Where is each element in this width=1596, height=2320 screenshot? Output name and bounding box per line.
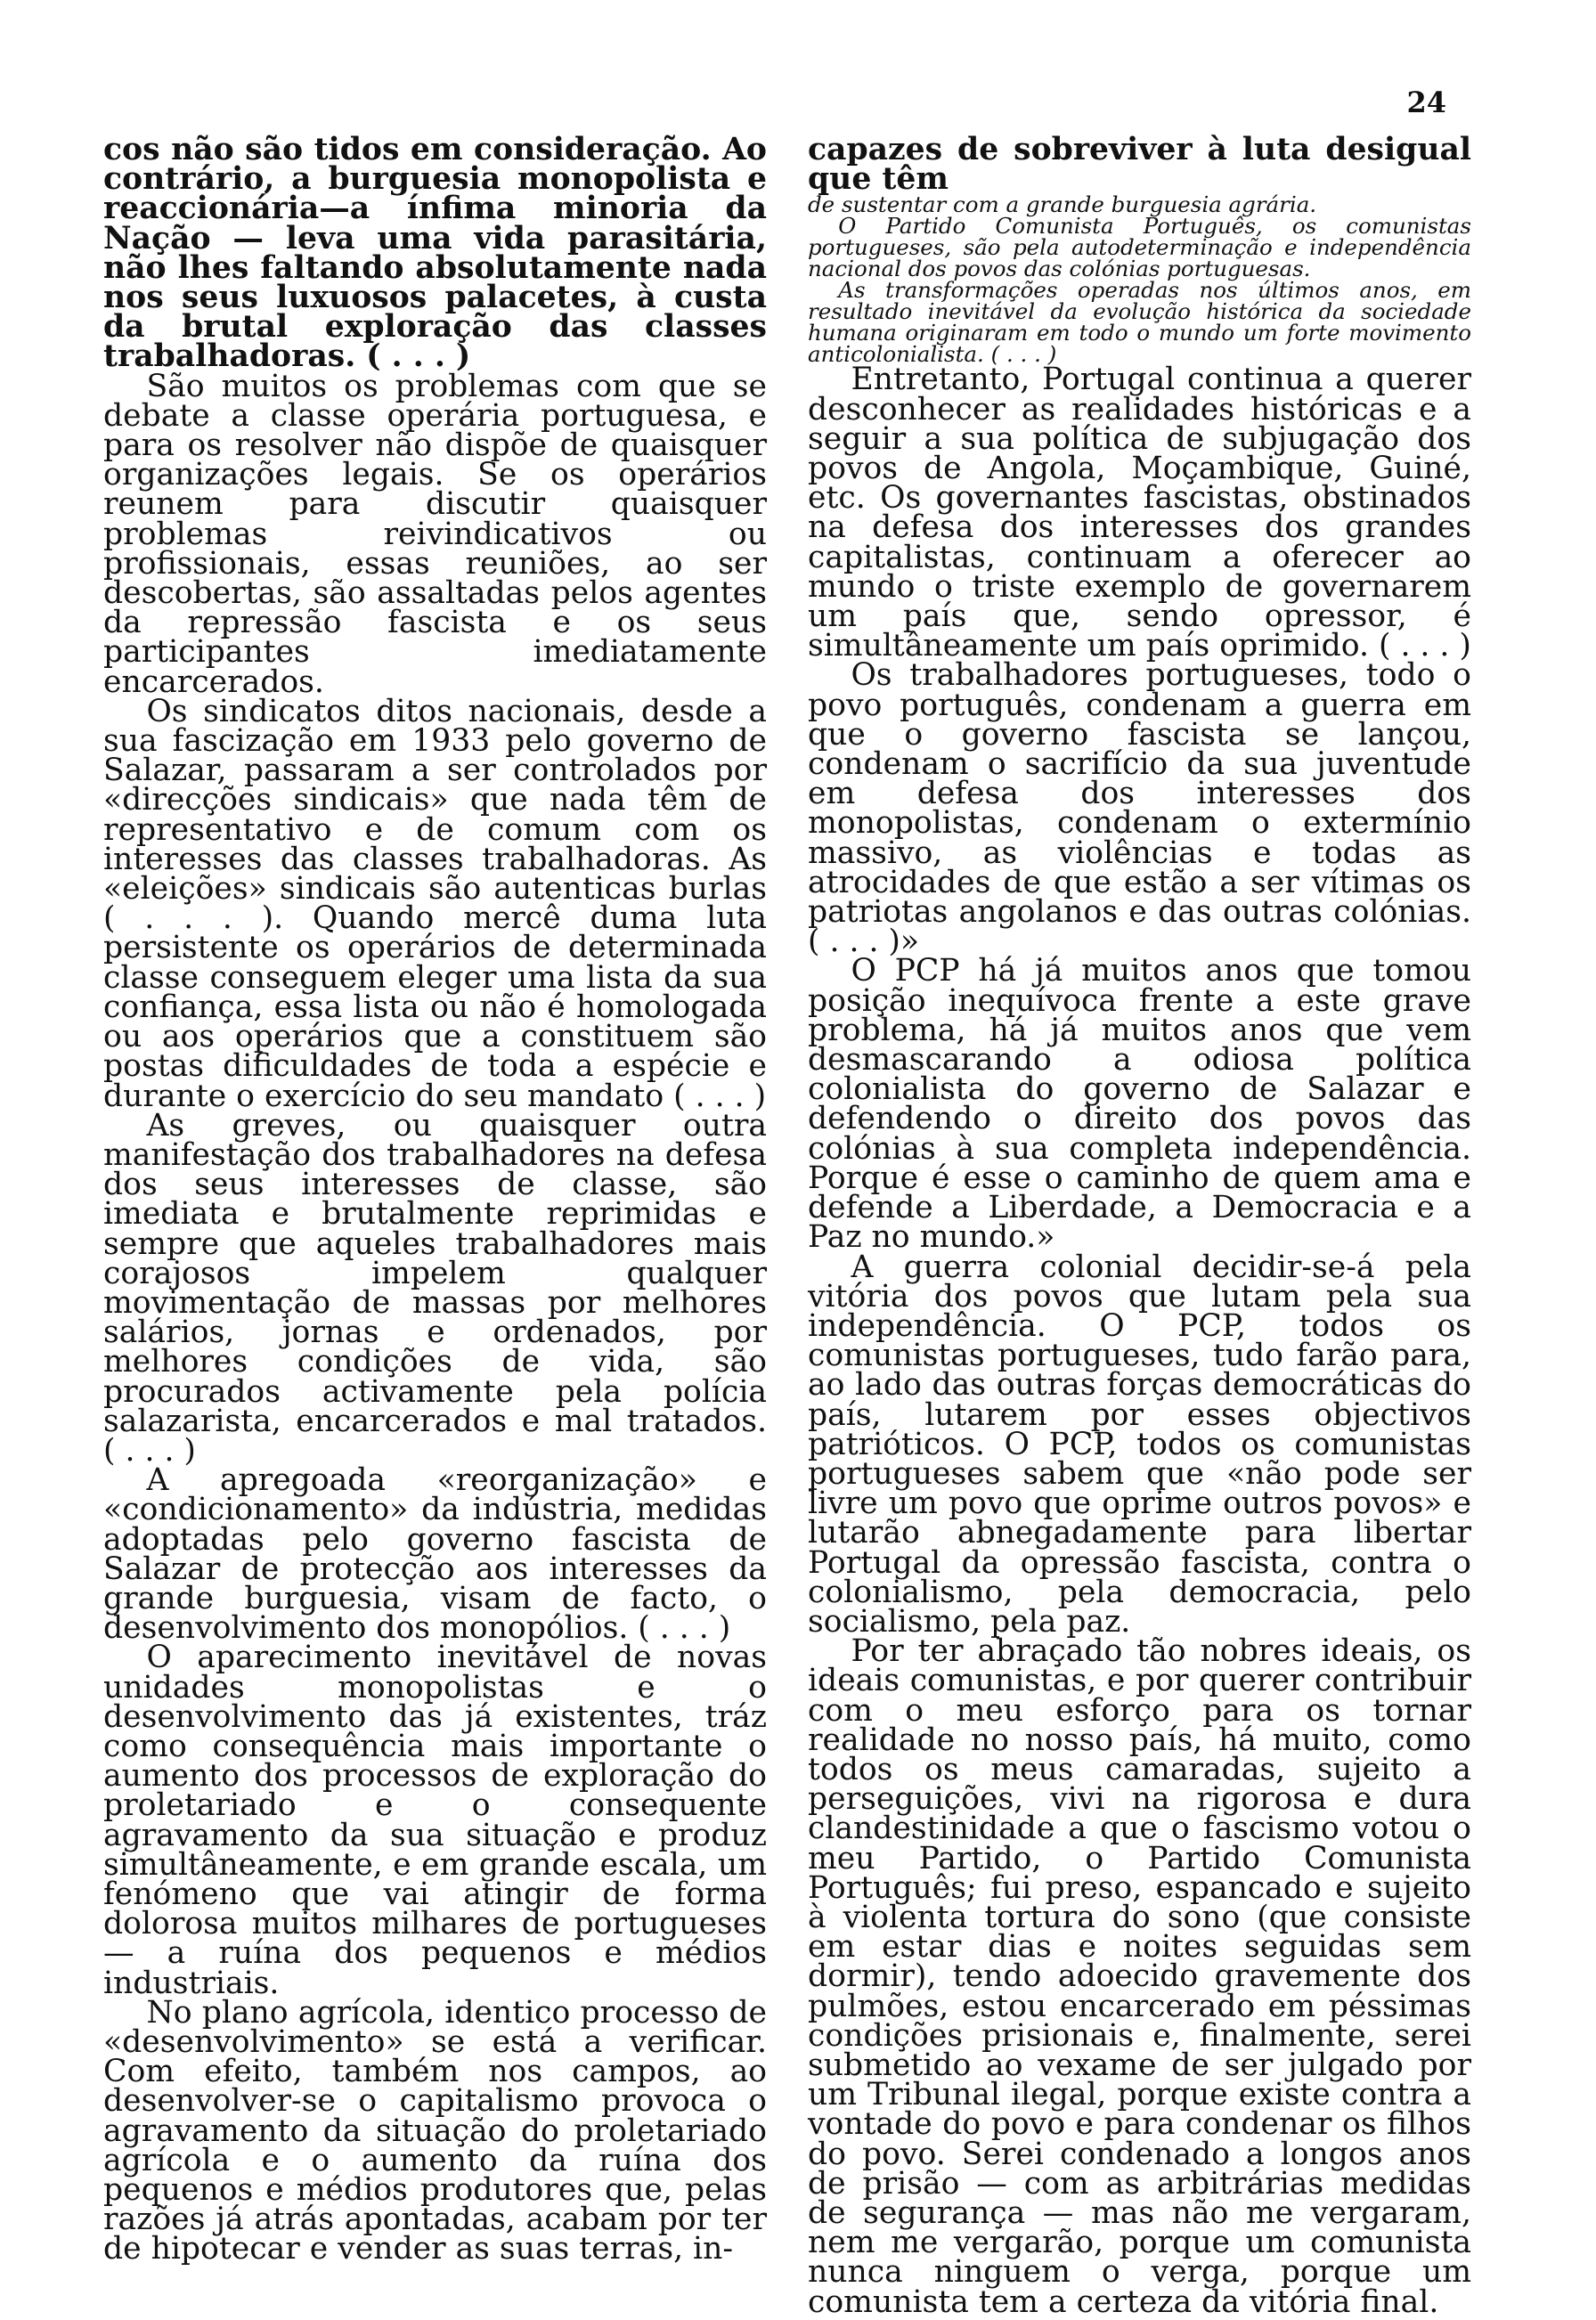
paragraph: O aparecimento inevitável de novas unidades monopolistas e o desenvolvimento das já existentes, tráz como consequência mais importante o aumento dos processos de exploração do proletariado e o consequente agravamento da sua situação e produz simultâneamente, e em grande escala, um fenómeno que vai atingir de forma dolorosa muitos milhares de portugueses — a ruína dos pequenos e médios industriais. (103, 1640, 767, 2001)
paragraph: Por ter abraçado tão nobres ideais, os ideais comunistas, e por querer contribuir com o meu esforço para os tornar realidade no nosso país, há muito, como todos os meus camaradas, sujeito a perseguições, vivi na rigorosa e dura clandestinidade a que o fascismo votou o meu Partido, o Partido Comunista Português; fui preso, espancado e sujeito à violenta tortura do sono (que consiste em estar dias e noites seguidas sem dormir), tendo adoecido gravemente dos pulmões, estou encarcerado em péssimas condições prisionais e, finalmente, serei submetido ao vexame de ser julgado por um Tribunal ilegal, porque existe contra a vontade do povo e para condenar os filhos do povo. Serei condenado a longos anos de prisão — com as arbitrárias medidas de segurança — mas não me vergaram, nem me vergarão, porque um comunista nunca ninguem o verga, porque um comunista tem a certeza da vitória final. (808, 1633, 1471, 2320)
paragraph: Entretanto, Portugal continua a querer desconhecer as realidades históricas e a seguir a sua política de subjugação dos povos de Angola, Moçambique, Guiné, etc. Os governantes fascistas, obstinados na defesa dos interesses dos grandes capitalistas, continuam a oferecer ao mundo o triste exemplo de governarem um país que, sendo opressor, é simultâneamente um país oprimido. ( . . . ) (808, 362, 1471, 664)
left-column (103, 132, 767, 2267)
quote-line: As transformações operadas nos últimos anos, em resultado inevitável da evolução histórica da sociedade humana originaram em todo o mundo um forte movimento anticolonialista. ( . . . ) (808, 277, 1471, 368)
paragraph: A guerra colonial decidir-se-á pela vitória dos povos que lutam pela sua independência. O PCP, todos os comunistas portugueses, tudo farão para, ao lado das outras forças democráticas do país, lutarem por esses objectivos patrióticos. O PCP, todos os comunistas portugueses sabem que «não pode ser livre um povo que oprime outros povos» e lutarão abnegadamente para libertar Portugal da opressão fascista, contra o colonialismo, pela democracia, pelo socialismo, pela paz. (808, 1249, 1471, 1640)
paragraph: No plano agrícola, identico processo de «desenvolvimento» se está a verificar. Com efeito, também nos campos, ao desenvolver-se o capitalismo provoca o agravamento da situação do proletariado agrícola e o aumento da ruína dos pequenos e médios produtores que, pelas razões já atrás apontadas, acabam por ter de hipotecar e vender as suas terras, in- (103, 1994, 767, 2267)
page-number: 24 (1406, 85, 1446, 119)
paragraph: A apregoada «reorganização» e «condicionamento» da indústria, medidas adoptadas pelo governo fascista de Salazar de protecção aos interesses da grande burguesia, visam de facto, o desenvolvimento dos monopólios. ( . . . ) (103, 1462, 767, 1647)
quote-line: de sustentar com a grande burguesia agrária. (808, 191, 1317, 218)
paragraph: Os trabalhadores portugueses, todo o povo português, condenam a guerra em que o governo fascista se lançou, condenam o sacrifício da sua juventude em defesa dos interesses dos monopolistas, condenam o extermínio massivo, as violências e todas as atrocidades de que estão a ser vítimas os patriotas angolanos e das outras colónias. ( . . . )» (808, 657, 1471, 960)
paragraph: As greves, ou quaisquer outra manifestação dos trabalhadores na defesa dos seus interesses de classe, são imediata e brutalmente reprimidas e sempre que aqueles trabalhadores mais corajosos impelem qualquer movimentação de massas por melhores salários, jornas e ordenados, por melhores condições de vida, são procurados activamente pela polícia salazarista, encarcerados e mal tratados. ( . . . ) (103, 1107, 767, 1469)
paragraph-continuation: capazes de sobreviver à luta desigual que têm (808, 132, 1471, 198)
paragraph: Os sindicatos ditos nacionais, desde a sua fascização em 1933 pelo governo de Salazar, passaram a ser controlados por «direcções sindicais» que nada têm de representativo e de comum com os interesses das classes trabalhadoras. As «eleições» sindicais são autenticas burlas ( . . . ). Quando mercê duma luta persistente os operários de determinada classe conseguem eleger uma lista da sua confiança, essa lista ou não é homologada ou aos operários que a constituem são postas dificuldades de toda a espécie e durante o exercício do seu mandato ( . . . ) (103, 693, 767, 1114)
paragraph: São muitos os problemas com que se debate a classe operária portuguesa, e para os resolver não dispõe de quaisquer organizações legais. Se os operários reunem para discutir quaisquer problemas reivindicativos ou profissionais, essas reuniões, ao ser descobertas, são assaltadas pelos agentes da repressão fascista e os seus participantes imediatamente encarcerados. (103, 368, 767, 700)
quote-line: O Partido Comunista Português, os comunistas portugueses, são pela autodeterminação e independência nacional dos povos das colónias portuguesas. (808, 213, 1471, 282)
paragraph: cos não são tidos em consideração. Ao contrário, a burguesia monopolista e reaccionária—a ínfima minoria da Nação — leva uma vida parasitária, não lhes faltando absolutamente nada nos seus luxuosos palacetes, à custa da brutal exploração das classes trabalhadoras. ( . . . ) (103, 132, 767, 375)
right-column (808, 132, 1471, 2320)
paragraph: O PCP há já muitos anos que tomou posição inequívoca frente a este grave problema, há já muitos anos que vem desmascarando a odiosa política colonialista do governo de Salazar e defendendo o direito dos povos das colónias à sua completa independência. Porque é esse o caminho de quem ama e defende a Liberdade, a Democracia e a Paz no mundo.» (808, 953, 1471, 1256)
